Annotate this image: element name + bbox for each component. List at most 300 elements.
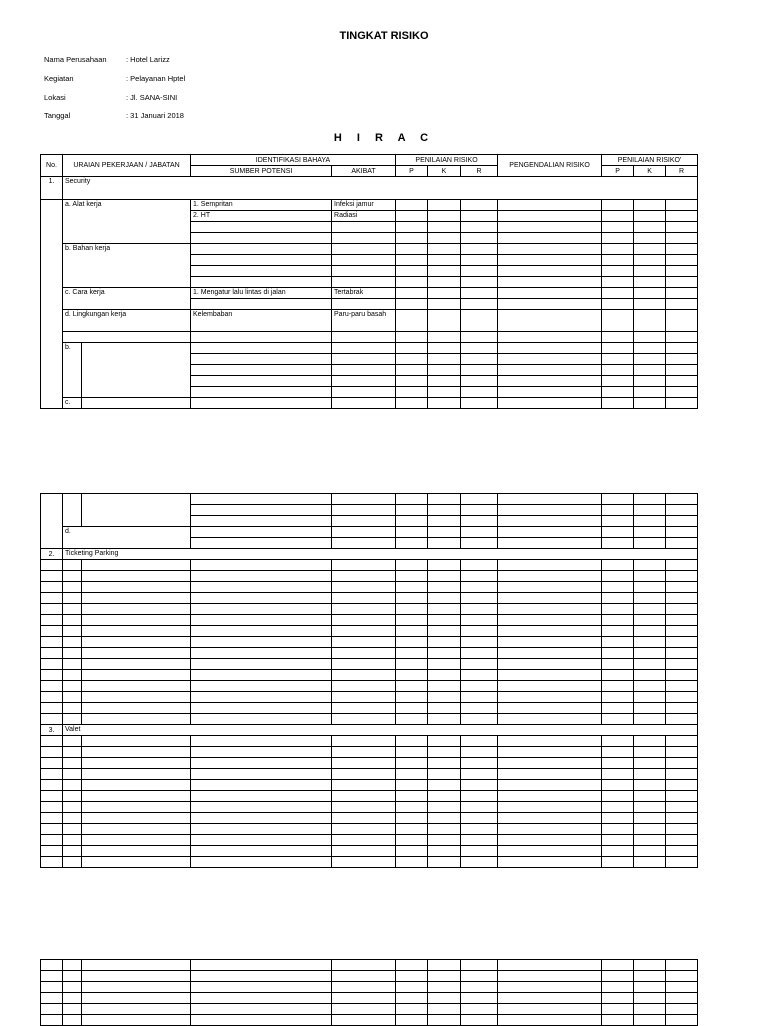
empty-cell bbox=[666, 971, 698, 982]
empty-cell bbox=[396, 857, 428, 868]
empty-cell bbox=[63, 615, 82, 626]
table-row bbox=[41, 692, 698, 703]
empty-cell bbox=[63, 681, 82, 692]
empty-cell bbox=[498, 593, 602, 604]
empty-cell bbox=[396, 670, 428, 681]
empty-cell bbox=[498, 582, 602, 593]
empty-cell bbox=[332, 714, 396, 725]
empty-cell bbox=[63, 648, 82, 659]
header-identifikasi: IDENTIFIKASI BAHAYA bbox=[191, 155, 396, 166]
empty-cell bbox=[634, 615, 666, 626]
empty-cell bbox=[191, 582, 332, 593]
table-row bbox=[41, 835, 698, 846]
empty-cell bbox=[332, 846, 396, 857]
empty-cell bbox=[498, 681, 602, 692]
empty-cell bbox=[63, 835, 82, 846]
sub-letter: b. bbox=[63, 343, 82, 398]
empty-cell bbox=[428, 857, 461, 868]
empty-cell bbox=[498, 769, 602, 780]
empty-cell bbox=[634, 626, 666, 637]
empty-cell bbox=[332, 857, 396, 868]
table-row bbox=[41, 527, 698, 538]
empty-cell bbox=[63, 780, 82, 791]
empty-cell bbox=[428, 846, 461, 857]
empty-cell bbox=[666, 824, 698, 835]
empty-cell bbox=[41, 780, 63, 791]
table-row bbox=[41, 615, 698, 626]
empty-cell bbox=[602, 593, 634, 604]
empty-cell bbox=[332, 593, 396, 604]
empty-cell bbox=[82, 703, 191, 714]
empty-cell bbox=[396, 835, 428, 846]
table-row bbox=[41, 813, 698, 824]
empty-cell bbox=[666, 714, 698, 725]
empty-cell bbox=[41, 802, 63, 813]
table-row bbox=[41, 593, 698, 604]
empty-cell bbox=[498, 993, 602, 1004]
empty-cell bbox=[63, 593, 82, 604]
table-row bbox=[41, 310, 698, 332]
empty-cell bbox=[332, 604, 396, 615]
empty-cell bbox=[396, 681, 428, 692]
table-row bbox=[41, 670, 698, 681]
empty-cell bbox=[634, 1004, 666, 1015]
empty-cell bbox=[41, 982, 63, 993]
info-label: Lokasi bbox=[44, 93, 66, 102]
empty-cell bbox=[332, 681, 396, 692]
empty-cell bbox=[82, 857, 191, 868]
empty-cell bbox=[41, 703, 63, 714]
empty-cell bbox=[498, 571, 602, 582]
empty-cell bbox=[428, 960, 461, 971]
empty-cell bbox=[332, 982, 396, 993]
table-row bbox=[41, 758, 698, 769]
section-no: 3. bbox=[41, 725, 63, 736]
empty-cell bbox=[396, 971, 428, 982]
empty-cell bbox=[191, 615, 332, 626]
empty-cell bbox=[428, 791, 461, 802]
empty-cell bbox=[396, 824, 428, 835]
empty-cell bbox=[602, 681, 634, 692]
table-row bbox=[41, 857, 698, 868]
empty-cell bbox=[602, 857, 634, 868]
empty-cell bbox=[191, 703, 332, 714]
empty-cell bbox=[63, 758, 82, 769]
empty-cell bbox=[63, 857, 82, 868]
empty-cell bbox=[41, 681, 63, 692]
header-r: R bbox=[666, 166, 698, 177]
empty-cell bbox=[461, 681, 498, 692]
empty-cell bbox=[498, 747, 602, 758]
empty-cell bbox=[602, 982, 634, 993]
empty-cell bbox=[666, 802, 698, 813]
empty-cell bbox=[191, 824, 332, 835]
empty-cell bbox=[461, 637, 498, 648]
hirac-table-page2 bbox=[40, 493, 698, 868]
empty-cell bbox=[396, 846, 428, 857]
empty-cell bbox=[634, 971, 666, 982]
hirac-table-page1 bbox=[40, 154, 698, 409]
empty-cell bbox=[332, 626, 396, 637]
empty-cell bbox=[666, 960, 698, 971]
empty-cell bbox=[41, 758, 63, 769]
empty-cell bbox=[461, 971, 498, 982]
empty-cell bbox=[41, 971, 63, 982]
empty-cell bbox=[41, 846, 63, 857]
empty-cell bbox=[461, 758, 498, 769]
empty-cell bbox=[498, 960, 602, 971]
empty-cell bbox=[191, 626, 332, 637]
table-row bbox=[41, 1004, 698, 1015]
empty-cell bbox=[396, 560, 428, 571]
empty-cell bbox=[41, 670, 63, 681]
empty-cell bbox=[428, 769, 461, 780]
empty-cell bbox=[63, 736, 82, 747]
empty-cell bbox=[396, 780, 428, 791]
table-row bbox=[41, 736, 698, 747]
empty-cell bbox=[332, 692, 396, 703]
empty-cell bbox=[461, 802, 498, 813]
empty-cell bbox=[396, 692, 428, 703]
empty-cell bbox=[396, 982, 428, 993]
info-value: : Pelayanan Hptel bbox=[126, 74, 186, 83]
empty-cell bbox=[498, 802, 602, 813]
empty-cell bbox=[41, 659, 63, 670]
empty-cell bbox=[634, 637, 666, 648]
empty-cell bbox=[461, 982, 498, 993]
empty-cell bbox=[428, 582, 461, 593]
empty-cell bbox=[191, 791, 332, 802]
empty-cell bbox=[191, 835, 332, 846]
empty-cell bbox=[82, 846, 191, 857]
empty-cell bbox=[191, 560, 332, 571]
sub-letter: c. bbox=[63, 398, 82, 409]
empty-cell bbox=[602, 960, 634, 971]
table-row bbox=[41, 560, 698, 571]
empty-cell bbox=[461, 703, 498, 714]
empty-cell bbox=[634, 993, 666, 1004]
empty-cell bbox=[396, 626, 428, 637]
empty-cell bbox=[63, 960, 82, 971]
empty-cell bbox=[428, 670, 461, 681]
empty-cell bbox=[82, 648, 191, 659]
empty-cell bbox=[428, 604, 461, 615]
table-row bbox=[41, 824, 698, 835]
empty-cell bbox=[396, 813, 428, 824]
empty-cell bbox=[332, 769, 396, 780]
header-sumber: SUMBER POTENSI bbox=[191, 166, 332, 177]
empty-cell bbox=[396, 1004, 428, 1015]
empty-cell bbox=[602, 582, 634, 593]
empty-cell bbox=[63, 824, 82, 835]
empty-cell bbox=[666, 747, 698, 758]
empty-cell bbox=[396, 758, 428, 769]
empty-cell bbox=[41, 747, 63, 758]
empty-cell bbox=[461, 1004, 498, 1015]
section-name: Security bbox=[63, 177, 698, 200]
empty-cell bbox=[602, 1004, 634, 1015]
empty-cell bbox=[82, 571, 191, 582]
empty-cell bbox=[191, 714, 332, 725]
empty-cell bbox=[63, 637, 82, 648]
empty-cell bbox=[41, 1004, 63, 1015]
info-value: : 31 Januari 2018 bbox=[126, 111, 184, 120]
empty-cell bbox=[82, 736, 191, 747]
empty-cell bbox=[191, 971, 332, 982]
table-row bbox=[41, 398, 698, 409]
empty-cell bbox=[191, 659, 332, 670]
empty-cell bbox=[666, 648, 698, 659]
empty-cell bbox=[666, 681, 698, 692]
empty-cell bbox=[498, 971, 602, 982]
table-row bbox=[41, 769, 698, 780]
empty-cell bbox=[461, 780, 498, 791]
empty-cell bbox=[602, 648, 634, 659]
empty-cell bbox=[666, 982, 698, 993]
empty-cell bbox=[332, 659, 396, 670]
empty-cell bbox=[602, 560, 634, 571]
empty-cell bbox=[602, 791, 634, 802]
empty-cell bbox=[396, 637, 428, 648]
empty-cell bbox=[63, 769, 82, 780]
header-k: K bbox=[634, 166, 666, 177]
empty-cell bbox=[191, 681, 332, 692]
empty-cell bbox=[666, 780, 698, 791]
empty-cell bbox=[428, 648, 461, 659]
info-value: : Hotel Larizz bbox=[126, 55, 170, 64]
empty-cell bbox=[498, 780, 602, 791]
empty-cell bbox=[428, 802, 461, 813]
empty-cell bbox=[634, 835, 666, 846]
empty-cell bbox=[666, 993, 698, 1004]
empty-cell bbox=[82, 659, 191, 670]
empty-cell bbox=[666, 703, 698, 714]
empty-cell bbox=[602, 736, 634, 747]
empty-cell bbox=[461, 769, 498, 780]
empty-cell bbox=[41, 791, 63, 802]
empty-cell bbox=[428, 615, 461, 626]
sumber-cell: 2. HT bbox=[191, 211, 332, 222]
empty-cell bbox=[666, 637, 698, 648]
empty-cell bbox=[461, 791, 498, 802]
empty-cell bbox=[634, 703, 666, 714]
empty-cell bbox=[634, 982, 666, 993]
empty-cell bbox=[332, 648, 396, 659]
empty-cell bbox=[666, 582, 698, 593]
empty-cell bbox=[63, 1004, 82, 1015]
empty-cell bbox=[63, 982, 82, 993]
empty-cell bbox=[63, 571, 82, 582]
empty-cell bbox=[602, 692, 634, 703]
empty-cell bbox=[461, 560, 498, 571]
document-title: TINGKAT RISIKO bbox=[339, 30, 429, 42]
empty-cell bbox=[428, 703, 461, 714]
empty-cell bbox=[82, 615, 191, 626]
empty-cell bbox=[41, 626, 63, 637]
empty-cell bbox=[63, 659, 82, 670]
empty-cell bbox=[461, 835, 498, 846]
empty-cell bbox=[396, 960, 428, 971]
empty-cell bbox=[602, 802, 634, 813]
empty-cell bbox=[396, 736, 428, 747]
empty-cell bbox=[82, 626, 191, 637]
empty-cell bbox=[498, 648, 602, 659]
empty-cell bbox=[63, 747, 82, 758]
empty-cell bbox=[602, 747, 634, 758]
table-row bbox=[41, 244, 698, 255]
empty-cell bbox=[634, 604, 666, 615]
empty-cell bbox=[82, 1004, 191, 1015]
empty-cell bbox=[498, 670, 602, 681]
empty-cell bbox=[461, 993, 498, 1004]
empty-cell bbox=[63, 813, 82, 824]
info-label: Nama Perusahaan bbox=[44, 55, 107, 64]
empty-cell bbox=[332, 824, 396, 835]
empty-cell bbox=[191, 747, 332, 758]
table-row bbox=[41, 791, 698, 802]
empty-cell bbox=[666, 791, 698, 802]
empty-cell bbox=[41, 736, 63, 747]
empty-cell bbox=[332, 747, 396, 758]
empty-cell bbox=[82, 971, 191, 982]
empty-cell bbox=[428, 758, 461, 769]
empty-cell bbox=[396, 791, 428, 802]
empty-cell bbox=[396, 747, 428, 758]
empty-cell bbox=[461, 692, 498, 703]
info-value: : Jl. SANA-SINI bbox=[126, 93, 178, 102]
empty-cell bbox=[41, 692, 63, 703]
empty-cell bbox=[332, 791, 396, 802]
empty-cell bbox=[396, 769, 428, 780]
table-row bbox=[41, 571, 698, 582]
empty-cell bbox=[634, 648, 666, 659]
empty-cell bbox=[634, 582, 666, 593]
empty-cell bbox=[428, 571, 461, 582]
table-row bbox=[41, 659, 698, 670]
section-row-ticketing bbox=[41, 549, 698, 560]
empty-cell bbox=[82, 813, 191, 824]
empty-cell bbox=[498, 758, 602, 769]
subtask-alat-kerja: a. Alat kerja bbox=[63, 200, 191, 244]
empty-cell bbox=[41, 604, 63, 615]
empty-cell bbox=[666, 670, 698, 681]
empty-cell bbox=[82, 637, 191, 648]
empty-cell bbox=[428, 560, 461, 571]
empty-cell bbox=[332, 971, 396, 982]
empty-cell bbox=[498, 791, 602, 802]
header-pengendalian: PENGENDALIAN RISIKO bbox=[498, 155, 602, 177]
empty-cell bbox=[634, 824, 666, 835]
empty-cell bbox=[332, 758, 396, 769]
empty-cell bbox=[191, 692, 332, 703]
empty-cell bbox=[191, 780, 332, 791]
table-row bbox=[41, 780, 698, 791]
empty-cell bbox=[461, 648, 498, 659]
empty-cell bbox=[82, 982, 191, 993]
empty-cell bbox=[41, 582, 63, 593]
empty-cell bbox=[666, 769, 698, 780]
empty-cell bbox=[498, 736, 602, 747]
empty-cell bbox=[41, 813, 63, 824]
empty-cell bbox=[396, 571, 428, 582]
empty-cell bbox=[332, 993, 396, 1004]
empty-cell bbox=[332, 582, 396, 593]
empty-cell bbox=[191, 993, 332, 1004]
header-r: R bbox=[461, 166, 498, 177]
empty-cell bbox=[191, 736, 332, 747]
empty-cell bbox=[634, 736, 666, 747]
empty-cell bbox=[82, 824, 191, 835]
empty-cell bbox=[191, 1004, 332, 1015]
table-row bbox=[41, 332, 698, 343]
empty-cell bbox=[332, 835, 396, 846]
empty-cell bbox=[82, 593, 191, 604]
empty-cell bbox=[602, 824, 634, 835]
empty-cell bbox=[191, 813, 332, 824]
empty-cell bbox=[82, 802, 191, 813]
empty-cell bbox=[41, 571, 63, 582]
empty-cell bbox=[332, 813, 396, 824]
sub-letter: d. bbox=[63, 527, 191, 549]
empty-cell bbox=[634, 769, 666, 780]
empty-cell bbox=[82, 714, 191, 725]
empty-cell bbox=[498, 982, 602, 993]
table-row bbox=[41, 343, 698, 354]
empty-cell bbox=[191, 758, 332, 769]
header-p: P bbox=[602, 166, 634, 177]
empty-cell bbox=[63, 604, 82, 615]
akibat-cell: Tertabrak bbox=[332, 288, 396, 299]
sumber-cell: 1. Sempritan bbox=[191, 200, 332, 211]
empty-cell bbox=[666, 846, 698, 857]
empty-cell bbox=[396, 604, 428, 615]
empty-cell bbox=[332, 736, 396, 747]
empty-cell bbox=[666, 758, 698, 769]
empty-cell bbox=[428, 824, 461, 835]
empty-cell bbox=[41, 824, 63, 835]
subtask-bahan-kerja: b. Bahan kerja bbox=[63, 244, 191, 288]
empty-cell bbox=[666, 736, 698, 747]
sumber-cell: 1. Mengatur lalu lintas di jalan bbox=[191, 288, 332, 299]
header-no: No. bbox=[41, 155, 63, 177]
empty-cell bbox=[191, 982, 332, 993]
empty-cell bbox=[41, 714, 63, 725]
empty-cell bbox=[602, 780, 634, 791]
empty-cell bbox=[498, 857, 602, 868]
empty-cell bbox=[41, 835, 63, 846]
empty-cell bbox=[498, 703, 602, 714]
empty-cell bbox=[461, 626, 498, 637]
empty-cell bbox=[191, 571, 332, 582]
empty-cell bbox=[41, 637, 63, 648]
empty-cell bbox=[428, 780, 461, 791]
table-row bbox=[41, 714, 698, 725]
empty-cell bbox=[396, 659, 428, 670]
empty-cell bbox=[634, 692, 666, 703]
empty-cell bbox=[82, 769, 191, 780]
empty-cell bbox=[602, 835, 634, 846]
empty-cell bbox=[634, 670, 666, 681]
empty-cell bbox=[666, 835, 698, 846]
empty-cell bbox=[634, 593, 666, 604]
empty-cell bbox=[461, 813, 498, 824]
empty-cell bbox=[498, 604, 602, 615]
empty-cell bbox=[428, 1004, 461, 1015]
empty-cell bbox=[63, 582, 82, 593]
empty-cell bbox=[498, 846, 602, 857]
empty-cell bbox=[666, 1004, 698, 1015]
empty-cell bbox=[498, 1004, 602, 1015]
